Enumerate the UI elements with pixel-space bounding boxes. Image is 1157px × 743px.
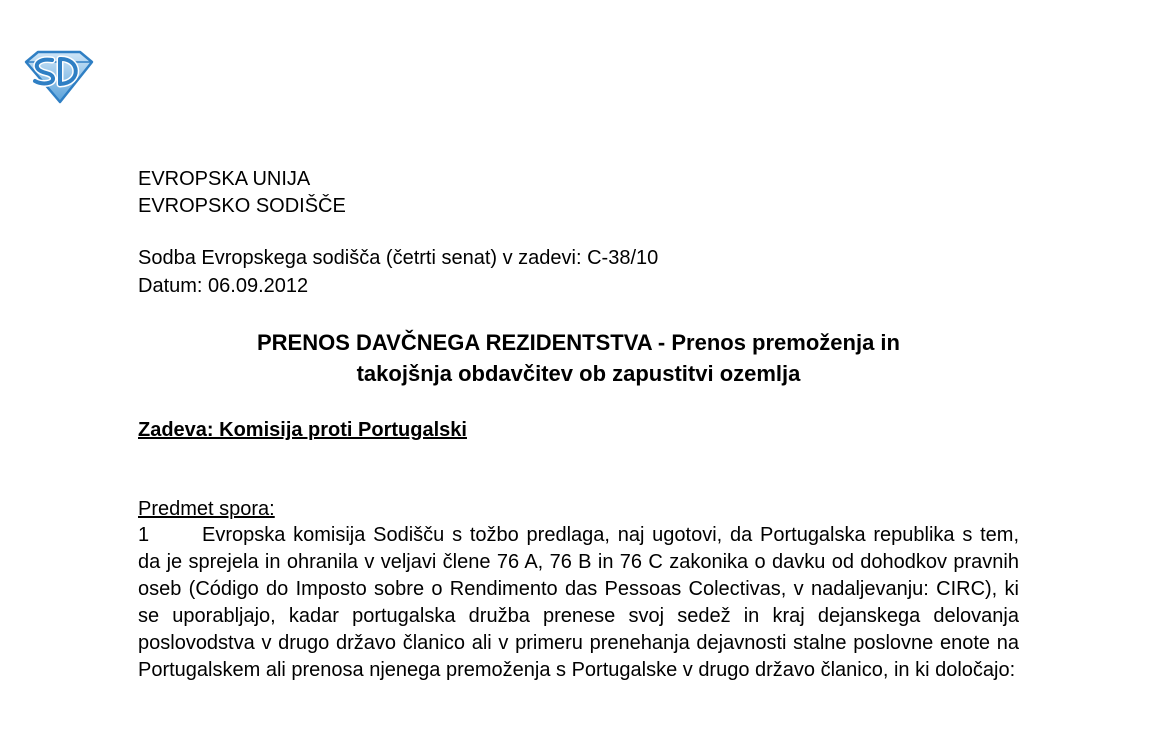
case-info	[138, 244, 658, 300]
case-date: Datum: 06.09.2012	[138, 275, 309, 297]
section-heading: Predmet spora:	[138, 498, 275, 520]
document-title	[138, 327, 1019, 389]
paragraph-1	[138, 522, 1019, 684]
paragraph-number: 1	[138, 524, 150, 546]
court-header	[138, 166, 346, 220]
case-subject: Zadeva: Komisija proti Portugalski	[138, 419, 467, 441]
union-name: EVROPSKA UNIJA	[138, 168, 311, 190]
paragraph-text: Evropska komisija Sodišču s tožbo predlaga, naj ugotovi, da Portugalska republika s tem, da je sprejela in ohranila v veljavi člene 76 A, 76 B in 76 C zakonika o davku od dohodkov pravnih oseb (Código do Imposto sobre o Rendimento das Pessoas Colectivas, v nadaljevanju: CIRC), ki se uporabljajo, kadar portugalska družba prenese svoj sedež in kraj dejanskega delovanja poslovodstva v drugo državo članico ali v primeru prenehanja dejavnosti stalne poslovne enote na Portugalskem ali prenosa njenega premoženja s Portugalske v drugo državo članico, in ki določajo:	[138, 524, 1019, 681]
title-line-1: PRENOS DAVČNEGA REZIDENTSTVA - Prenos premoženja in	[257, 330, 900, 355]
logo-icon	[22, 48, 96, 104]
title-line-2: takojšnja obdavčitev ob zapustitvi ozemlja	[356, 361, 801, 386]
court-name: EVROPSKO SODIŠČE	[138, 195, 346, 217]
case-reference: Sodba Evropskega sodišča (četrti senat) v zadevi: C-38/10	[138, 247, 659, 269]
